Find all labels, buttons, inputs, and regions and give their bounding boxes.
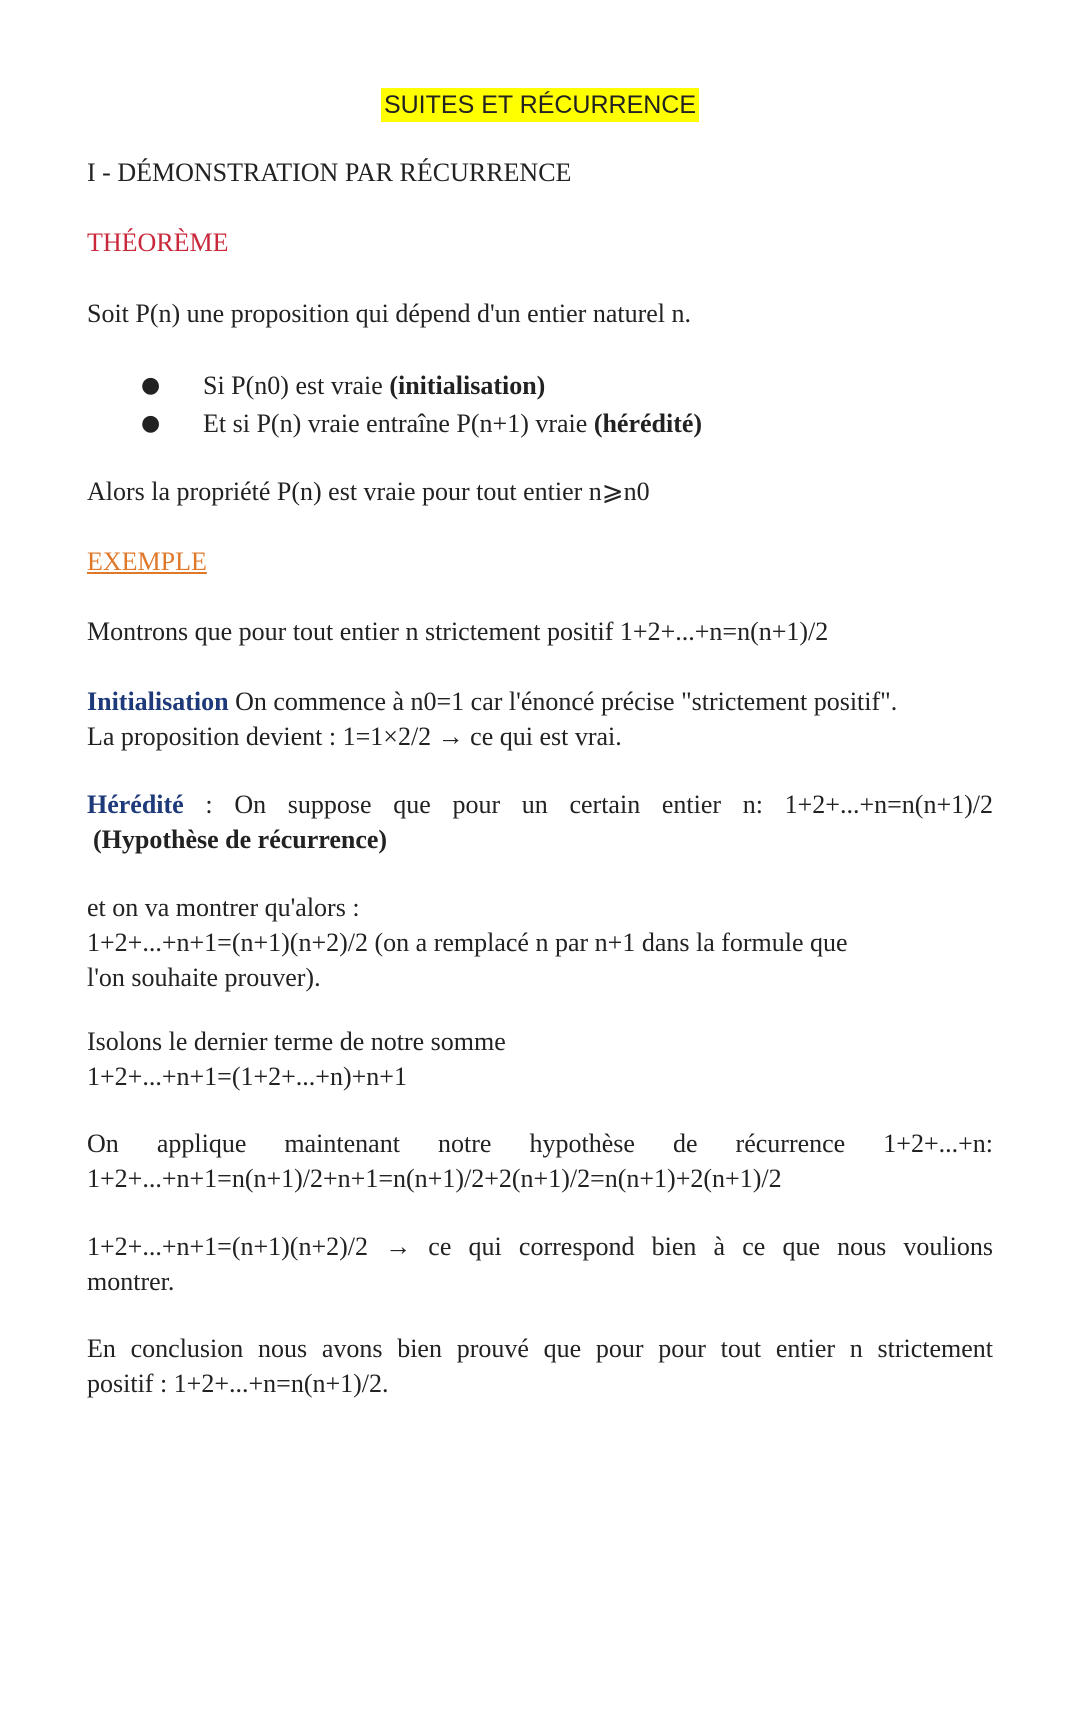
show-text-1: et on va montrer qu'alors : [87,893,360,922]
bullet-icon: ● [141,411,161,436]
title-container [0,88,1080,122]
result-text-1: 1+2+...+n+1=(n+1)(n+2)/2 → ce qui correspond bien à ce que nous voulions [87,1232,993,1261]
section-heading: I - DÉMONSTRATION PAR RÉCURRENCE [87,158,572,187]
heredite-label: Hérédité [87,790,184,819]
heredite-paragraph [87,787,993,857]
list-item [87,367,993,405]
bullet-text: Et si P(n) vraie entraîne P(n+1) vraie [203,409,588,438]
show-text-2: 1+2+...+n+1=(n+1)(n+2)/2 (on a remplacé n par n+1 dans la formule que [87,928,848,957]
apply-text-1: On applique maintenant notre hypothèse de récurrence 1+2+...+n: [87,1129,993,1158]
heredite-text: : On suppose que pour un certain entier n: 1+2+...+n=n(n+1)/2 [183,790,993,819]
apply-paragraph [87,1126,993,1196]
initialisation-text: On commence à n0=1 car l'énoncé précise "strictement positif". [228,687,898,716]
example-label: EXEMPLE [87,547,207,576]
bullet-bold-text: (hérédité) [593,409,703,438]
theorem-intro: Soit P(n) une proposition qui dépend d'un entier naturel n. [87,299,692,328]
result-text-2: montrer. [87,1267,175,1296]
theorem-bullet-list [87,367,993,443]
initialisation-label: Initialisation [87,687,229,716]
show-text-3: l'on souhaite prouver). [87,963,321,992]
list-item [87,405,993,443]
hypothesis-label: (Hypothèse de récurrence) [93,825,388,854]
isolate-text-2: 1+2+...+n+1=(1+2+...+n)+n+1 [87,1062,407,1091]
bullet-bold-text: (initialisation) [389,371,546,400]
document-title: SUITES ET RÉCURRENCE [381,88,699,122]
conclusion-paragraph [87,1331,993,1401]
show-paragraph [87,890,993,995]
initialisation-paragraph [87,684,993,754]
conclusion-text-2: positif : 1+2+...+n=n(n+1)/2. [87,1369,389,1398]
bullet-text: Si P(n0) est vraie [203,371,383,400]
conclusion-text-1: En conclusion nous avons bien prouvé que pour pour tout entier n strictement [87,1334,993,1363]
isolate-text-1: Isolons le dernier terme de notre somme [87,1027,506,1056]
initialisation-text-2: La proposition devient : 1=1×2/2 → ce qui est vrai. [87,722,622,751]
isolate-paragraph [87,1024,993,1094]
result-paragraph [87,1229,993,1299]
example-statement: Montrons que pour tout entier n strictement positif 1+2+...+n=n(n+1)/2 [87,617,829,646]
theorem-conclusion: Alors la propriété P(n) est vraie pour tout entier n⩾n0 [87,477,650,506]
bullet-icon: ● [141,373,161,398]
apply-text-2: 1+2+...+n+1=n(n+1)/2+n+1=n(n+1)/2+2(n+1)/2=n(n+1)+2(n+1)/2 [87,1164,782,1193]
theorem-label: THÉORÈME [87,228,229,257]
